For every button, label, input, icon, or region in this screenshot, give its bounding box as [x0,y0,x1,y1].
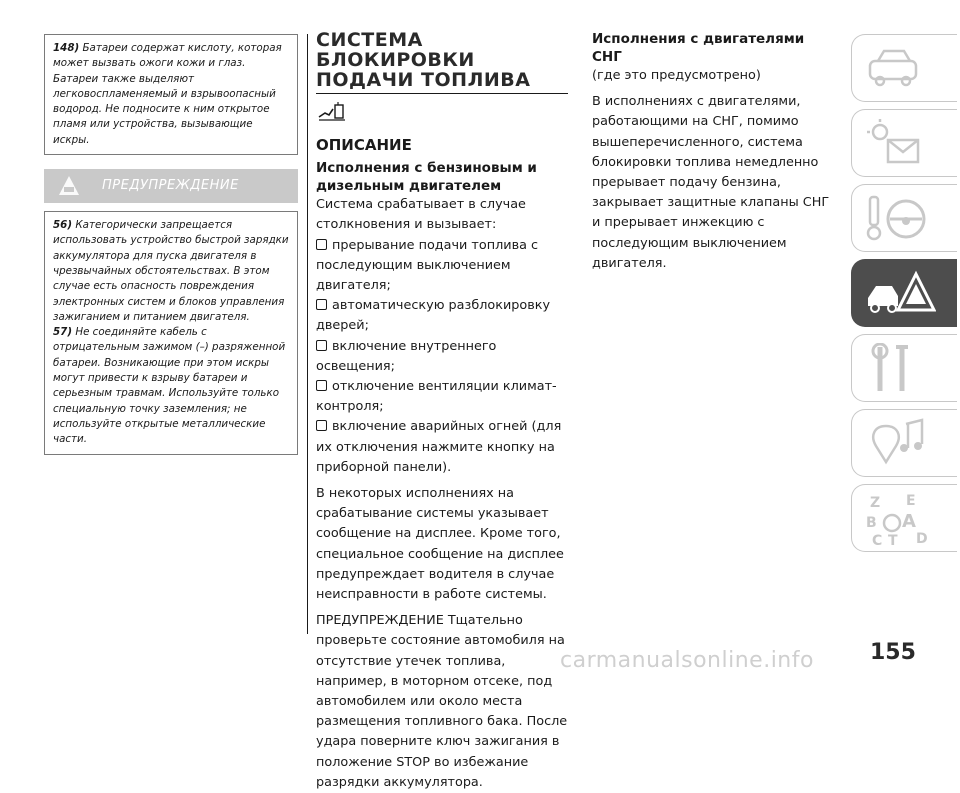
checkbox-bullet-icon [316,380,327,391]
fuel-cutoff-icon [316,100,348,122]
section-heading: ОПИСАНИЕ [316,136,412,155]
tab-lights[interactable] [851,109,957,177]
car-warning-icon [58,175,80,197]
tab-maintenance[interactable] [851,334,957,402]
note-56-text: Категорически запрещается использовать устройство быстрой зарядки аккумулятора для пуска двигателя в чрезвычайных обстоятельствах. В этом случае есть опасность повреждения электронных систем и блоков управления зажиганием и питанием двигателя. [53,219,289,323]
index-letter: A [902,511,916,532]
alphabet-index-icon [866,493,936,549]
page-number: 155 [870,640,916,665]
tab-multimedia[interactable] [851,409,957,477]
note-148-box [44,34,298,155]
right-column [592,30,836,274]
bullet-item: прерывание подачи топлива с последующим выключением двигателя; [316,237,539,294]
column-divider [307,34,308,634]
key-steering-icon [866,193,930,245]
tab-dashboard[interactable] [851,34,957,102]
middle-column [316,30,572,793]
note-57-text: Не соединяйте кабель с отрицательным зажимом (–) разряженной батареи. Возникающие при этом искры могут привести к взрыву батареи и серьезным травмам. Используйте только специальную точку заземления; не используйте открытые металлические части. [53,326,286,446]
tab-index[interactable] [851,484,957,552]
bullet-item: включение аварийных огней (для их отключения нажмите кнопку на приборной панели). [316,419,562,475]
checkbox-bullet-icon [316,299,327,310]
section-title [316,30,572,90]
title-line-2: ПОДАЧИ ТОПЛИВА [316,69,531,91]
checkbox-bullet-icon [316,340,327,351]
checkbox-bullet-icon [316,420,327,431]
note-57-number: 57) [53,326,73,339]
display-message-paragraph: В некоторых исполнениях на срабатывание системы указывает сообщение на дисплее. Кроме того, специальное сообщение на дисплее предупреждает водителя в случае неисправности в работе системы. [316,486,564,603]
title-rule [316,93,568,94]
note-148-number: 148) [53,42,80,54]
index-letter: D [916,531,928,547]
subheading-petrol-diesel: Исполнения с бензиновым и дизельным двигателем [316,160,537,195]
left-column [44,34,298,455]
note-148-text: Батареи содержат кислоту, которая может вызвать ожоги кожи и глаз. Батареи также выделяют легковоспламеняемый и взрывоопасный водород. Не подносите к ним открытое пламя или устройства, вызывающие искры. [53,42,282,146]
index-letter: Z [870,495,881,511]
watermark: carmanualsonline.info [560,648,814,673]
subheading-lpg: Исполнения с двигателями СНГ [592,31,805,65]
index-letter: T [888,533,898,549]
note-56-number: 56) [53,219,73,232]
warning-banner [44,169,298,203]
lpg-paragraph: В исполнениях с двигателями, работающими на СНГ, помимо вышеперечисленного, система блокировки топлива немедленно прерывает подачу бензина, закрывает защитные клапаны СНГ и прерывает инжекцию с последующим выключением двигателя. [592,94,830,271]
bullet-item: автоматическую разблокировку дверей; [316,298,551,334]
bullet-item: включение внутреннего освещения; [316,338,497,374]
lights-envelope-icon [866,118,930,170]
title-line-1: СИСТЕМА БЛОКИРОВКИ [316,29,475,71]
tab-emergency[interactable] [851,259,957,327]
car-dashboard-icon [866,43,930,95]
index-letter: E [906,493,916,509]
wrench-icon [866,343,930,395]
lpg-note: (где это предусмотрено) [592,68,761,83]
warning-label: ПРЕДУПРЕЖДЕНИЕ [102,178,239,194]
intro-text: Система срабатывает в случае столкновения и вызывает: [316,197,526,233]
bullet-item: отключение вентиляции климат-контроля; [316,379,557,415]
tab-key-steering[interactable] [851,184,957,252]
checkbox-bullet-icon [316,239,327,250]
index-letter: B [866,515,877,531]
car-crash-warning-icon [866,268,936,320]
warning-paragraph: ПРЕДУПРЕЖДЕНИЕ Тщательно проверьте состояние автомобиля на отсутствие утечек топлива, например, в моторном отсеке, под автомобилем или около места размещения топливного бака. После удара поверните ключ зажигания в положение STOP во избежание разрядки аккумулятора. [316,613,568,790]
notes-56-57-box [44,211,298,454]
index-letter: C [872,533,883,549]
chapter-tabs [851,34,957,559]
music-map-icon [866,418,930,470]
